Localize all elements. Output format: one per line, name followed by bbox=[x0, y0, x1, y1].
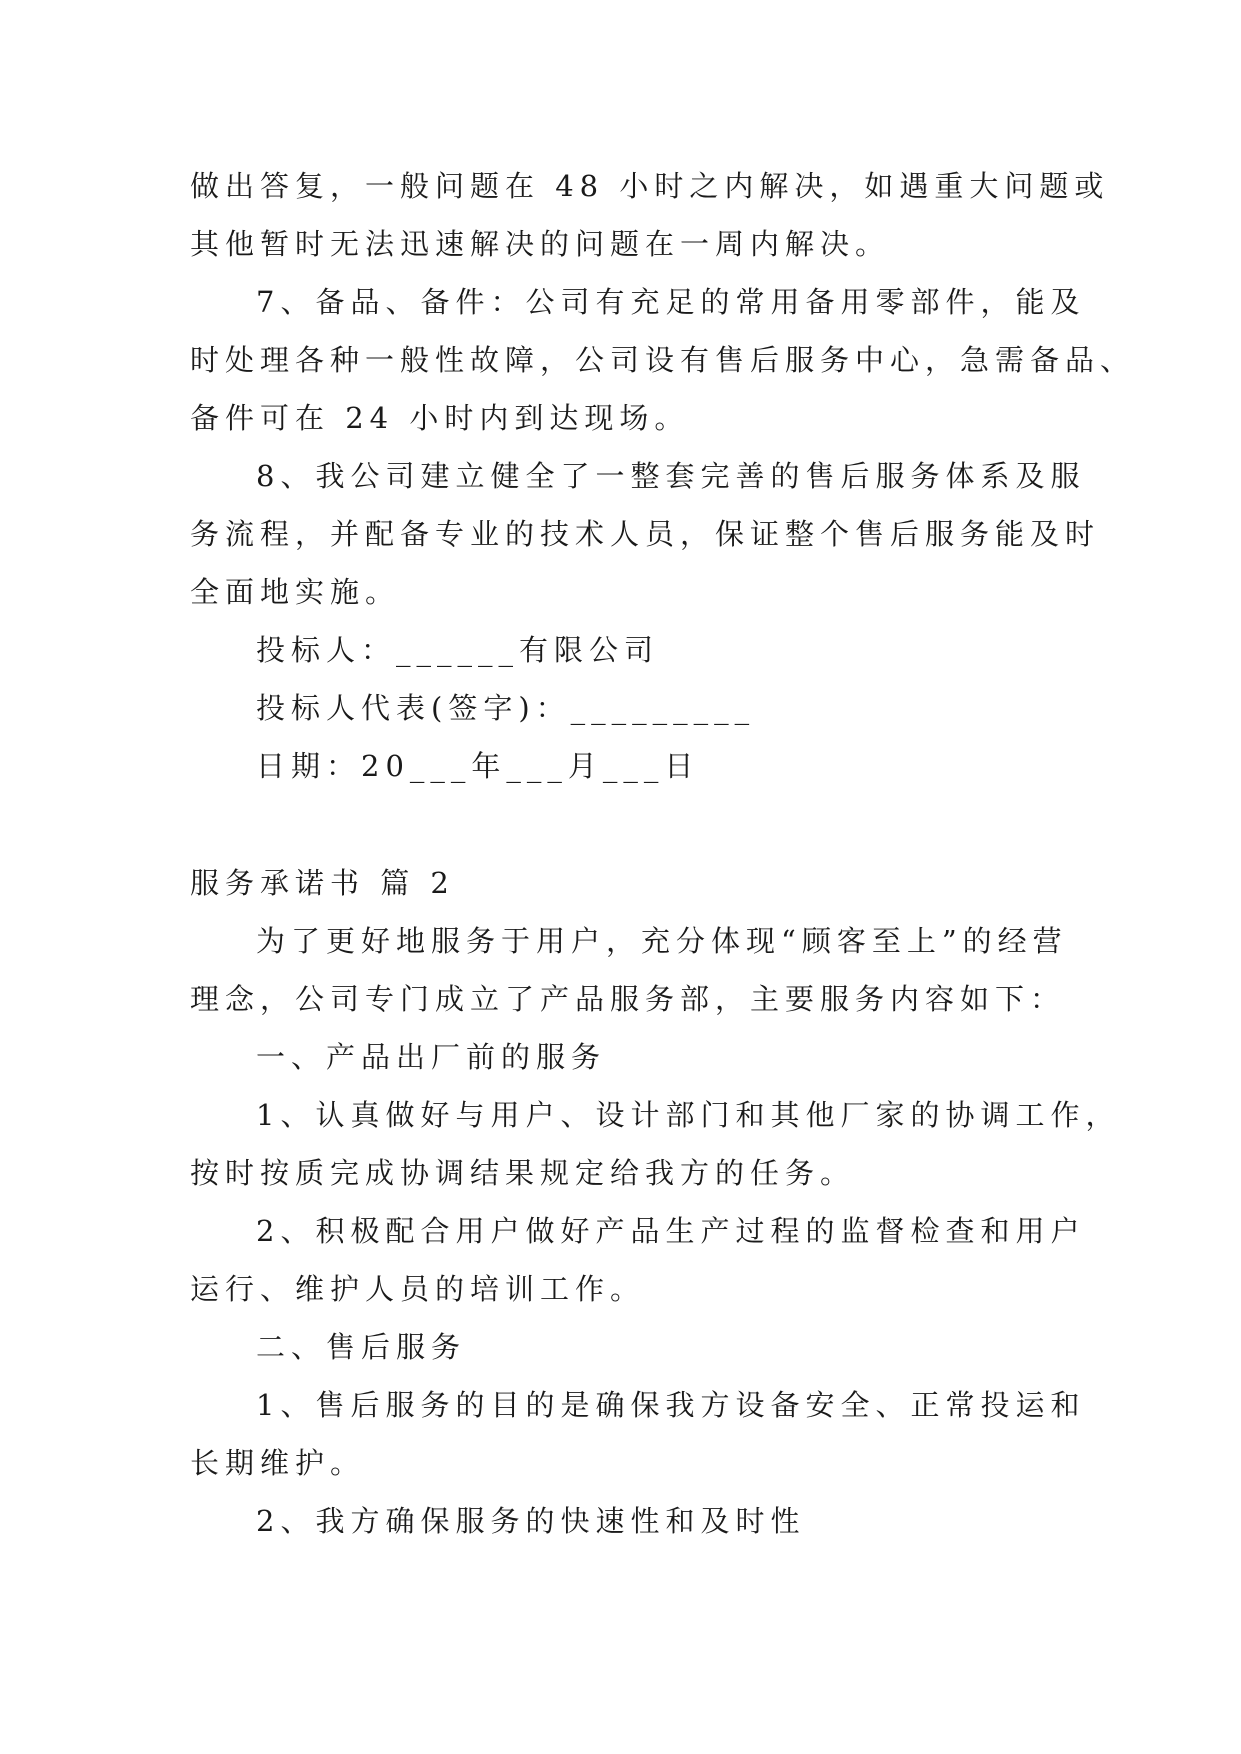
paragraph-line: 7、备品、备件：公司有充足的常用备用零部件，能及 bbox=[256, 285, 1086, 319]
paragraph-line: 2、我方确保服务的快速性和及时性 bbox=[256, 1504, 806, 1538]
paragraph-line: 2、积极配合用户做好产品生产过程的监督检查和用户 bbox=[256, 1214, 1086, 1248]
paragraph-line: 理念，公司专门成立了产品服务部，主要服务内容如下： bbox=[190, 982, 1066, 1016]
paragraph-line: 按时按质完成协调结果规定给我方的任务。 bbox=[190, 1156, 856, 1190]
paragraph-line: 1、认真做好与用户、设计部门和其他厂家的协调工作， bbox=[256, 1098, 1121, 1132]
paragraph-line: 其他暂时无法迅速解决的问题在一周内解决。 bbox=[190, 227, 891, 261]
paragraph-line: 时处理各种一般性故障，公司设有售后服务中心，急需备品、 bbox=[190, 343, 1136, 377]
subheading-line: 二、售后服务 bbox=[256, 1330, 467, 1364]
paragraph-line: 运行、维护人员的培训工作。 bbox=[190, 1272, 646, 1306]
paragraph-line: 长期维护。 bbox=[190, 1446, 366, 1480]
paragraph-line: 全面地实施。 bbox=[190, 575, 401, 609]
bidder-representative-line: 投标人代表(签字)：_________ bbox=[256, 691, 756, 725]
paragraph-line: 备件可在 24 小时内到达现场。 bbox=[190, 401, 690, 435]
bidder-name-line: 投标人：______有限公司 bbox=[256, 633, 660, 667]
date-line: 日期：20___年___月___日 bbox=[256, 749, 700, 783]
paragraph-line: 做出答复，一般问题在 48 小时之内解决，如遇重大问题或 bbox=[190, 169, 1110, 203]
paragraph-line: 1、售后服务的目的是确保我方设备安全、正常投运和 bbox=[256, 1388, 1086, 1422]
subheading-line: 一、产品出厂前的服务 bbox=[256, 1040, 607, 1074]
paragraph-line: 8、我公司建立健全了一整套完善的售后服务体系及服 bbox=[256, 459, 1086, 493]
section-heading: 服务承诺书 篇 2 bbox=[190, 866, 455, 900]
paragraph-line: 为了更好地服务于用户，充分体现“顾客至上”的经营 bbox=[256, 924, 1068, 958]
paragraph-line: 务流程，并配备专业的技术人员，保证整个售后服务能及时 bbox=[190, 517, 1101, 551]
